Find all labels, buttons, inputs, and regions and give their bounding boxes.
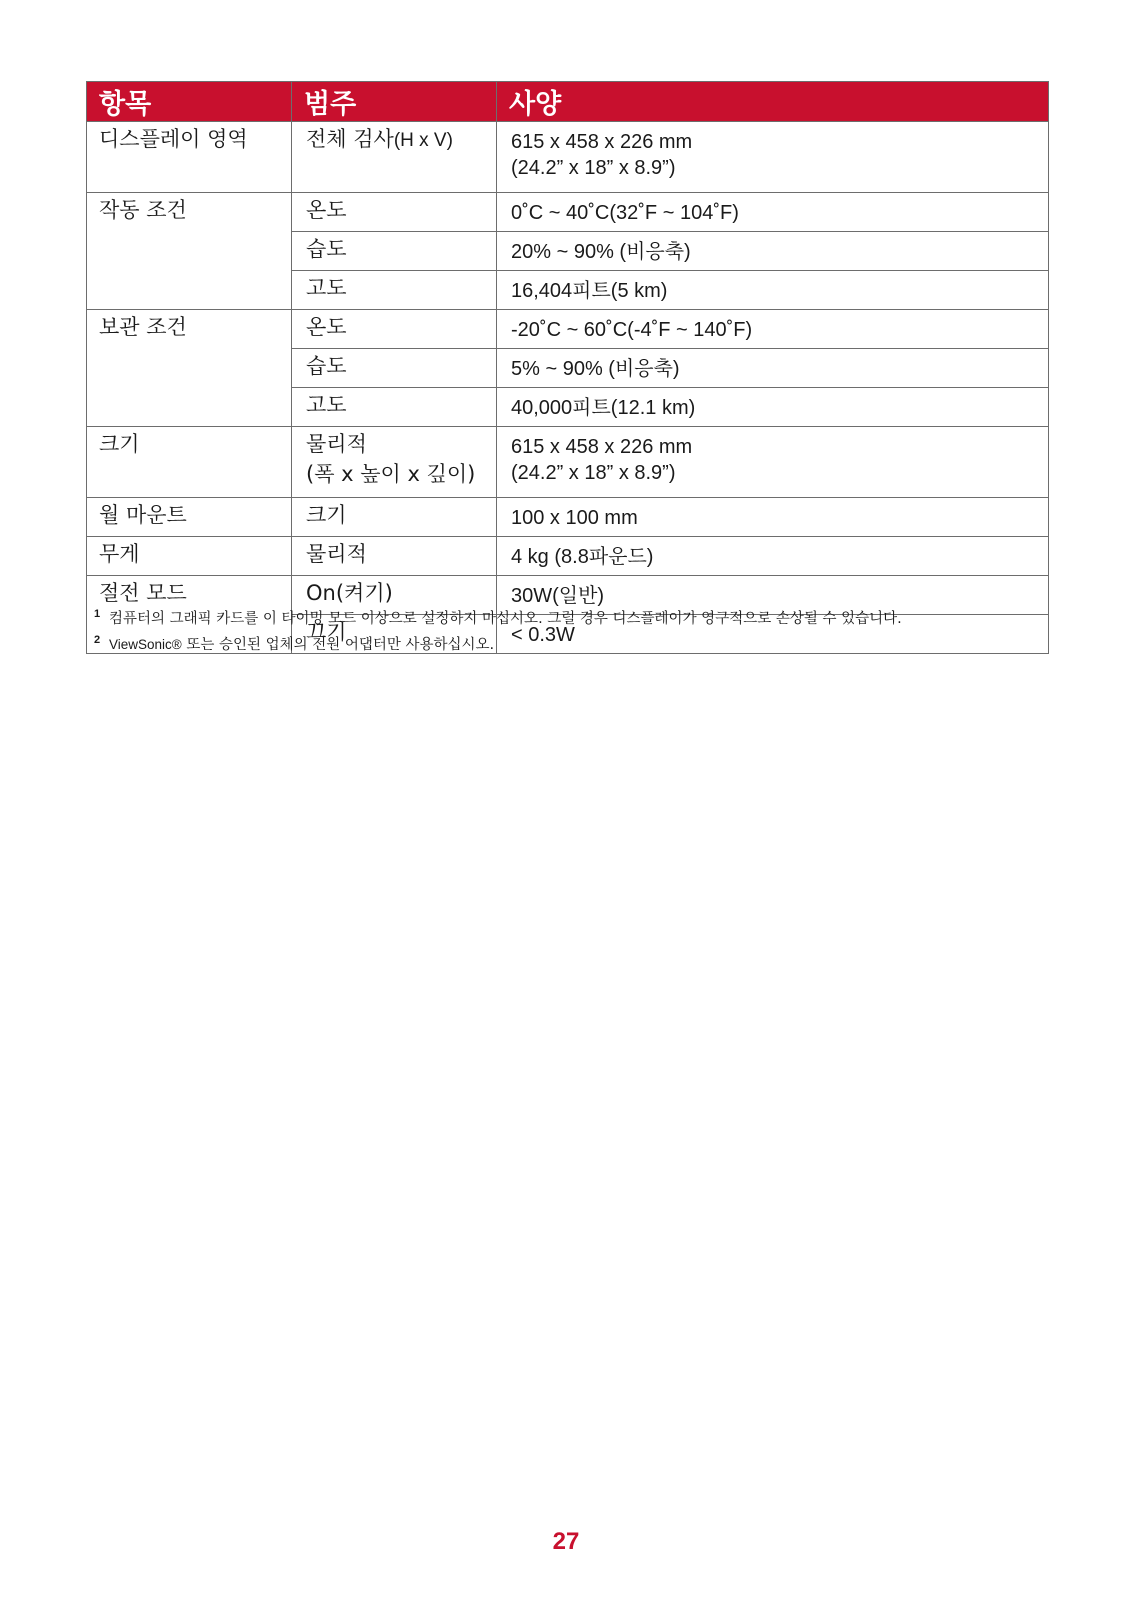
spec-value: 4 kg (8.8파운드) — [497, 537, 1049, 576]
spec-line: 615 x 458 x 226 mm — [511, 436, 693, 458]
spec-value: 30W(일반) — [497, 576, 1049, 615]
spec-value: 40,000피트(12.1 km) — [497, 388, 1049, 427]
category-altitude: 고도 — [292, 271, 497, 310]
spec-value: 0˚C ~ 40˚C(32˚F ~ 104˚F) — [497, 193, 1049, 232]
spec-value: < 0.3W — [497, 615, 1049, 654]
table-row — [87, 122, 1049, 193]
footnote-marker: 1 — [94, 608, 101, 620]
spec-line: (24.2” x 18” x 8.9”) — [511, 157, 676, 179]
header-spec: 사양 — [497, 82, 1049, 122]
header-item: 항목 — [87, 82, 292, 122]
header-category: 범주 — [292, 82, 497, 122]
item-size: 크기 — [87, 427, 292, 498]
table-row — [87, 537, 1049, 576]
category-off: 끄기 — [292, 615, 497, 654]
item-storage-conditions: 보관 조건 — [87, 310, 292, 427]
category-full-scan-label: 전체 검사 — [306, 127, 394, 151]
table-row — [87, 310, 1049, 349]
category-temperature: 온도 — [292, 310, 497, 349]
spec-line: 615 x 458 x 226 mm — [511, 131, 693, 153]
item-display-area: 디스플레이 영역 — [87, 122, 292, 193]
footnote — [94, 609, 1054, 635]
spec-display-area — [497, 122, 1049, 193]
spec-value: 20% ~ 90% (비응축) — [497, 232, 1049, 271]
item-weight: 무게 — [87, 537, 292, 576]
category-size: 크기 — [292, 498, 497, 537]
footnote-text: 또는 승인된 업체의 전원 어댑터만 사용하십시오. — [181, 637, 495, 653]
item-wall-mount: 월 마운트 — [87, 498, 292, 537]
category-temperature: 온도 — [292, 193, 497, 232]
page-number: 27 — [552, 1528, 580, 1555]
table-row — [87, 193, 1049, 232]
item-operating-conditions: 작동 조건 — [87, 193, 292, 310]
item-power-saving-mode: 절전 모드 — [87, 576, 292, 654]
category-line: (폭 x 높이 x 깊이) — [306, 462, 476, 486]
category-altitude: 고도 — [292, 388, 497, 427]
footnote-text: 컴퓨터의 그래픽 카드를 이 타이밍 모드 이상으로 설정하지 마십시오. 그럴 경우 디스플레이가 영구적으로 손상될 수 있습니다. — [109, 611, 902, 627]
footnote — [94, 635, 1054, 661]
category-physical: 물리적 — [292, 537, 497, 576]
spec-line: (24.2” x 18” x 8.9”) — [511, 462, 676, 484]
table-header — [87, 82, 1049, 122]
footnote-marker: 2 — [94, 634, 101, 646]
category-on: On(켜기) — [292, 576, 497, 615]
table-row — [87, 498, 1049, 537]
spec-value: 5% ~ 90% (비응축) — [497, 349, 1049, 388]
spec-value: -20˚C ~ 60˚C(-4˚F ~ 140˚F) — [497, 310, 1049, 349]
category-physical — [292, 427, 497, 498]
specification-table — [86, 81, 1049, 654]
category-full-scan — [292, 122, 497, 193]
spec-value: 16,404피트(5 km) — [497, 271, 1049, 310]
category-full-scan-suffix: (H x V) — [393, 130, 453, 151]
category-line: 물리적 — [306, 432, 367, 456]
spec-size — [497, 427, 1049, 498]
table-row — [87, 427, 1049, 498]
spec-value: 100 x 100 mm — [497, 498, 1049, 537]
category-humidity: 습도 — [292, 349, 497, 388]
footnotes — [94, 609, 1054, 661]
footnote-brand: ViewSonic® — [109, 637, 182, 652]
category-humidity: 습도 — [292, 232, 497, 271]
